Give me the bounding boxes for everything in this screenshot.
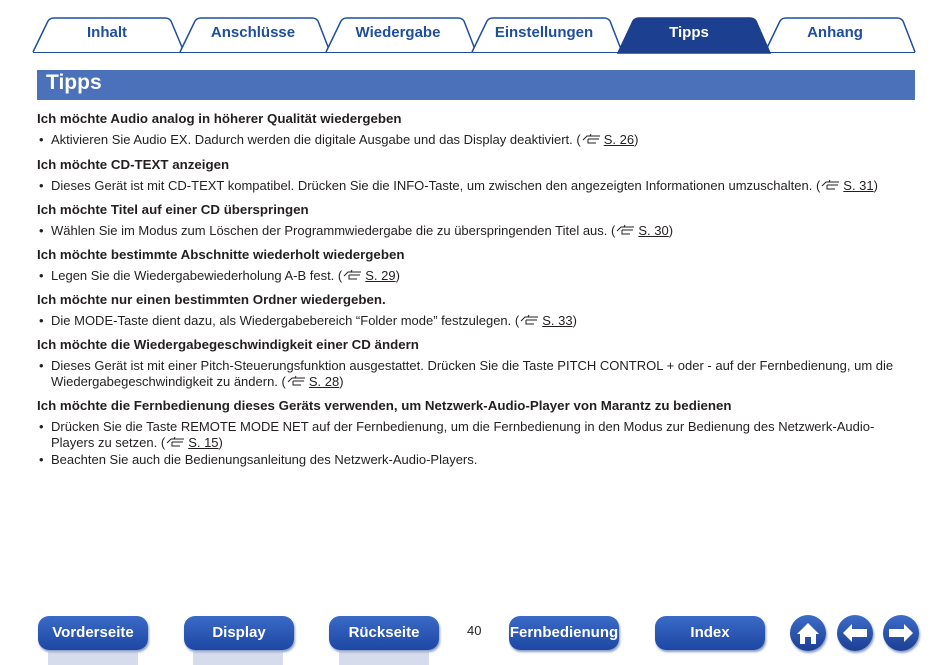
- pointing-hand-icon: [166, 436, 186, 448]
- section-heading: Ich möchte nur einen bestimmten Ordner wiedergeben.: [37, 292, 386, 307]
- page-link[interactable]: S. 28: [308, 374, 340, 389]
- page-title: Tipps: [46, 71, 102, 94]
- list-item: • Dieses Gerät ist mit CD-TEXT kompatibel. Drücken Sie die INFO-Taste, um zwischen den angezeigten Informationen umzuschalten. ( S. 31): [37, 178, 917, 194]
- list-item: • Aktivieren Sie Audio EX. Dadurch werden die digitale Ausgabe und das Display deaktiviert. ( S. 26): [37, 132, 917, 148]
- home-icon: [790, 615, 826, 651]
- pointing-hand-icon: [582, 133, 602, 145]
- home-button[interactable]: [790, 615, 826, 651]
- section-repeat-ab: [37, 247, 917, 292]
- pointing-hand-icon: [821, 179, 841, 191]
- index-button[interactable]: Index: [655, 616, 765, 650]
- page-reference: ( S. 15): [160, 435, 223, 450]
- page-reference: ( S. 30): [611, 223, 674, 238]
- section-marantz-remote: [37, 398, 917, 468]
- page-reference: ( S. 33): [514, 313, 577, 328]
- nav-shadow: [193, 652, 283, 665]
- pointing-hand-icon: [287, 375, 307, 387]
- pointing-hand-icon: [343, 269, 363, 281]
- previous-page-button[interactable]: [837, 615, 873, 651]
- section-folder-mode: [37, 292, 917, 337]
- page-reference: ( S. 31): [815, 178, 878, 193]
- section-skip-tracks: [37, 202, 917, 247]
- pointing-hand-icon: [616, 224, 636, 236]
- remote-control-button[interactable]: Fernbedienung: [509, 616, 619, 650]
- section-heading: Ich möchte die Wiedergabegeschwindigkeit einer CD ändern: [37, 337, 419, 352]
- nav-shadow: [48, 652, 138, 665]
- display-button[interactable]: Display: [184, 616, 294, 650]
- tab-einstellungen[interactable]: Einstellungen: [494, 24, 594, 41]
- tab-anhang[interactable]: Anhang: [807, 24, 863, 41]
- section-heading: Ich möchte bestimmte Abschnitte wiederholt wiedergeben: [37, 247, 405, 262]
- section-pitch-control: [37, 337, 917, 398]
- page-link[interactable]: S. 15: [188, 435, 219, 450]
- next-page-button[interactable]: [883, 615, 919, 651]
- page-title-bar: [37, 70, 915, 100]
- section-heading: Ich möchte Titel auf einer CD überspringen: [37, 202, 309, 217]
- list-item: • Beachten Sie auch die Bedienungsanleitung des Netzwerk-Audio-Players.: [37, 452, 917, 468]
- rear-panel-button[interactable]: Rückseite: [329, 616, 439, 650]
- tab-inhalt[interactable]: Inhalt: [87, 24, 127, 41]
- page-link[interactable]: S. 30: [638, 223, 669, 238]
- list-item: • Dieses Gerät ist mit einer Pitch-Steuerungsfunktion ausgestattet. Drücken Sie die Taste PITCH CONTROL + oder - auf der Fernbedienung, um die Wiedergabegeschwindigkeit zu ändern. ( S. 28): [37, 358, 917, 390]
- page-number: 40: [467, 623, 482, 638]
- front-panel-button[interactable]: Vorderseite: [38, 616, 148, 650]
- tips-content: [37, 111, 917, 468]
- page-link[interactable]: S. 33: [542, 313, 573, 328]
- page-link[interactable]: S. 31: [843, 178, 874, 193]
- list-item: • Wählen Sie im Modus zum Löschen der Programmwiedergabe die zu überspringenden Titel aus. ( S. 30): [37, 223, 917, 239]
- pointing-hand-icon: [520, 314, 540, 326]
- page-reference: ( S. 26): [576, 132, 639, 147]
- section-heading: Ich möchte Audio analog in höherer Qualität wiedergeben: [37, 111, 402, 126]
- list-item: • Legen Sie die Wiedergabewiederholung A-B fest. ( S. 29): [37, 268, 917, 284]
- list-item: • Die MODE-Taste dient dazu, als Wiedergabebereich “Folder mode” festzulegen. ( S. 33): [37, 313, 917, 329]
- arrow-right-icon: [883, 615, 919, 651]
- nav-shadow: [339, 652, 429, 665]
- tab-wiedergabe[interactable]: Wiedergabe: [355, 24, 441, 41]
- section-audio-analog: [37, 111, 917, 157]
- section-cd-text: [37, 157, 917, 202]
- page-link[interactable]: S. 26: [603, 132, 635, 147]
- arrow-left-icon: [837, 615, 873, 651]
- tab-anschluesse[interactable]: Anschlüsse: [210, 24, 296, 41]
- tab-tipps[interactable]: Tipps: [669, 24, 709, 41]
- page-link[interactable]: S. 29: [365, 268, 396, 283]
- section-heading: Ich möchte CD-TEXT anzeigen: [37, 157, 230, 172]
- tab-bar: [0, 0, 950, 56]
- page-reference: ( S. 29): [337, 268, 400, 283]
- list-item: • Drücken Sie die Taste REMOTE MODE NET auf der Fernbedienung, um die Fernbedienung in den Modus zur Bedienung des Netzwerk-Audio-Players zu setzen. ( S. 15): [37, 419, 917, 451]
- section-heading: Ich möchte die Fernbedienung dieses Geräts verwenden, um Netzwerk-Audio-Player von Marantz zu bedienen: [37, 398, 732, 413]
- page-reference: ( S. 28): [281, 374, 344, 389]
